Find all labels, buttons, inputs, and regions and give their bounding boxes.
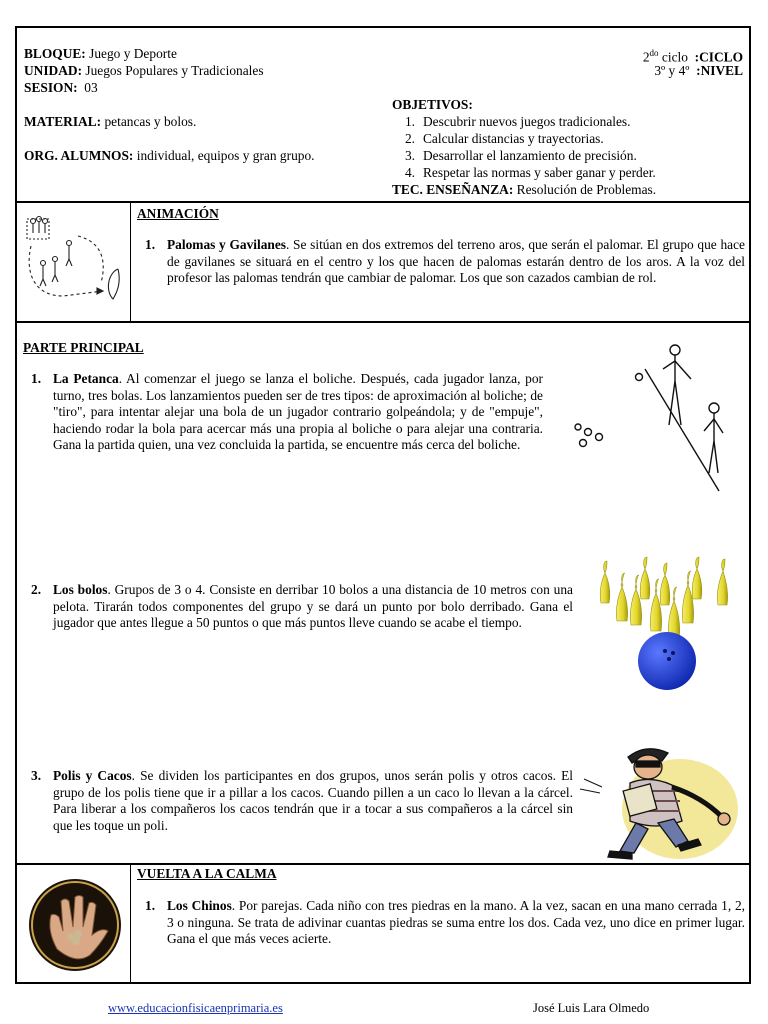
- unidad-line: UNIDAD: Juegos Populares y Tradicionales: [24, 63, 264, 78]
- principal-item-3: 3. Polis y Cacos. Se dividen los participantes en dos grupos, unos serán polis y otros cacos. El grupo de los polis tiene que ir a pillar a los cacos. Cuando pillen a un caco lo llevan a la cárcel. Para liberar a los compañeros los cacos tendrán que ir a tocar a sus compañeros a la cárcel sin que les toque un poli.: [31, 768, 574, 833]
- bloque-line: BLOQUE: Juego y Deporte: [24, 46, 177, 61]
- objetivos-heading: OBJETIVOS:: [392, 97, 473, 112]
- principal-item-1: 1. La Petanca. Al comenzar el juego se lanza el boliche. Después, cada jugador lanza, por turno, tres bolas. Los lanzamientos pueden ser de tres tipos: de aproximación al boliche; de "tiro", para intentar alejar una bola de un jugador contrario golpeándola; y de "empuje", haciendo rodar la bola para acercar más una propia al boliche o para alejar una contraria. Gana la partida quien, una vez concluida la partida, se encuentre más cerca del boliche.: [31, 371, 543, 453]
- footer-author: José Luis Lara Olmedo: [533, 1001, 650, 1015]
- objetivos-list: [392, 113, 732, 181]
- column-divider: [130, 203, 131, 321]
- calma-section: [17, 865, 749, 984]
- nivel-line: 3º y 4º :NIVEL: [654, 63, 743, 78]
- list-item: 1. Descubrir nuevos juegos tradicionales.: [404, 114, 631, 129]
- petanca-illustration: [557, 341, 737, 491]
- bolos-illustration: [595, 553, 735, 698]
- column-divider: [130, 865, 131, 984]
- principal-item-2: 2. Los bolos. Grupos de 3 o 4. Consiste en derribar 10 bolos a una distancia de 10 metros con una pelota. Tirarán todos componentes del grupo y se dará un punto por bolo derribado. Gana el jugador que antes llegue a 50 puntos o que más puntos lleve cuando se acabe el tiempo.: [31, 582, 573, 631]
- ciclo-line: $2^{do}$ ciclo :CICLO: [642, 48, 743, 65]
- website-link[interactable]: www.educacionfisicaenprimaria.es: [108, 1001, 283, 1015]
- polis-cacos-illustration: [570, 739, 750, 864]
- palomas-illustration: [23, 211, 123, 306]
- animacion-item: 1. Palomas y Gavilanes. Se sitúan en dos extremos del terreno aros, que serán el palomar. El grupo que hace de gavilanes se situará en el centro y los que hacen de palomas estarán dentro de los aros. A la voz del profesor las palomas tendrán que cambiar de palomar. Los que son cazados cambian de rol.: [145, 237, 745, 286]
- org-line: ORG. ALUMNOS: individual, equipos y gran grupo.: [24, 148, 315, 163]
- footer-link-wrap: [108, 1000, 283, 1016]
- chinos-hand-illustration: [27, 877, 123, 973]
- animacion-section: [17, 203, 749, 321]
- principal-section: [17, 323, 749, 863]
- principal-title: PARTE PRINCIPAL: [23, 340, 144, 355]
- material-line: MATERIAL: petancas y bolos.: [24, 114, 197, 129]
- calma-item: 1. Los Chinos. Por parejas. Cada niño con tres piedras en la mano. A la vez, sacan en una mano cerrada 1, 2, 3 o ninguna. Se trata de adivinar cuantas piedras se suma entre los dos. Cada vez, uno dice en primer lugar. Gana el que más veces acierte.: [145, 898, 745, 947]
- calma-title: VUELTA A LA CALMA: [137, 866, 277, 881]
- header-section: [17, 28, 749, 202]
- lesson-sheet: [15, 26, 751, 984]
- list-item: 4. Respetar las normas y saber ganar y perder.: [404, 165, 656, 180]
- animacion-title: ANIMACIÓN: [137, 206, 219, 221]
- sesion-line: SESION: 03: [24, 80, 98, 95]
- list-item: 3. Desarrollar el lanzamiento de precisión.: [404, 148, 637, 163]
- list-item: 2. Calcular distancias y trayectorias.: [404, 131, 604, 146]
- tec-line: TEC. ENSEÑANZA: Resolución de Problemas.: [392, 182, 657, 197]
